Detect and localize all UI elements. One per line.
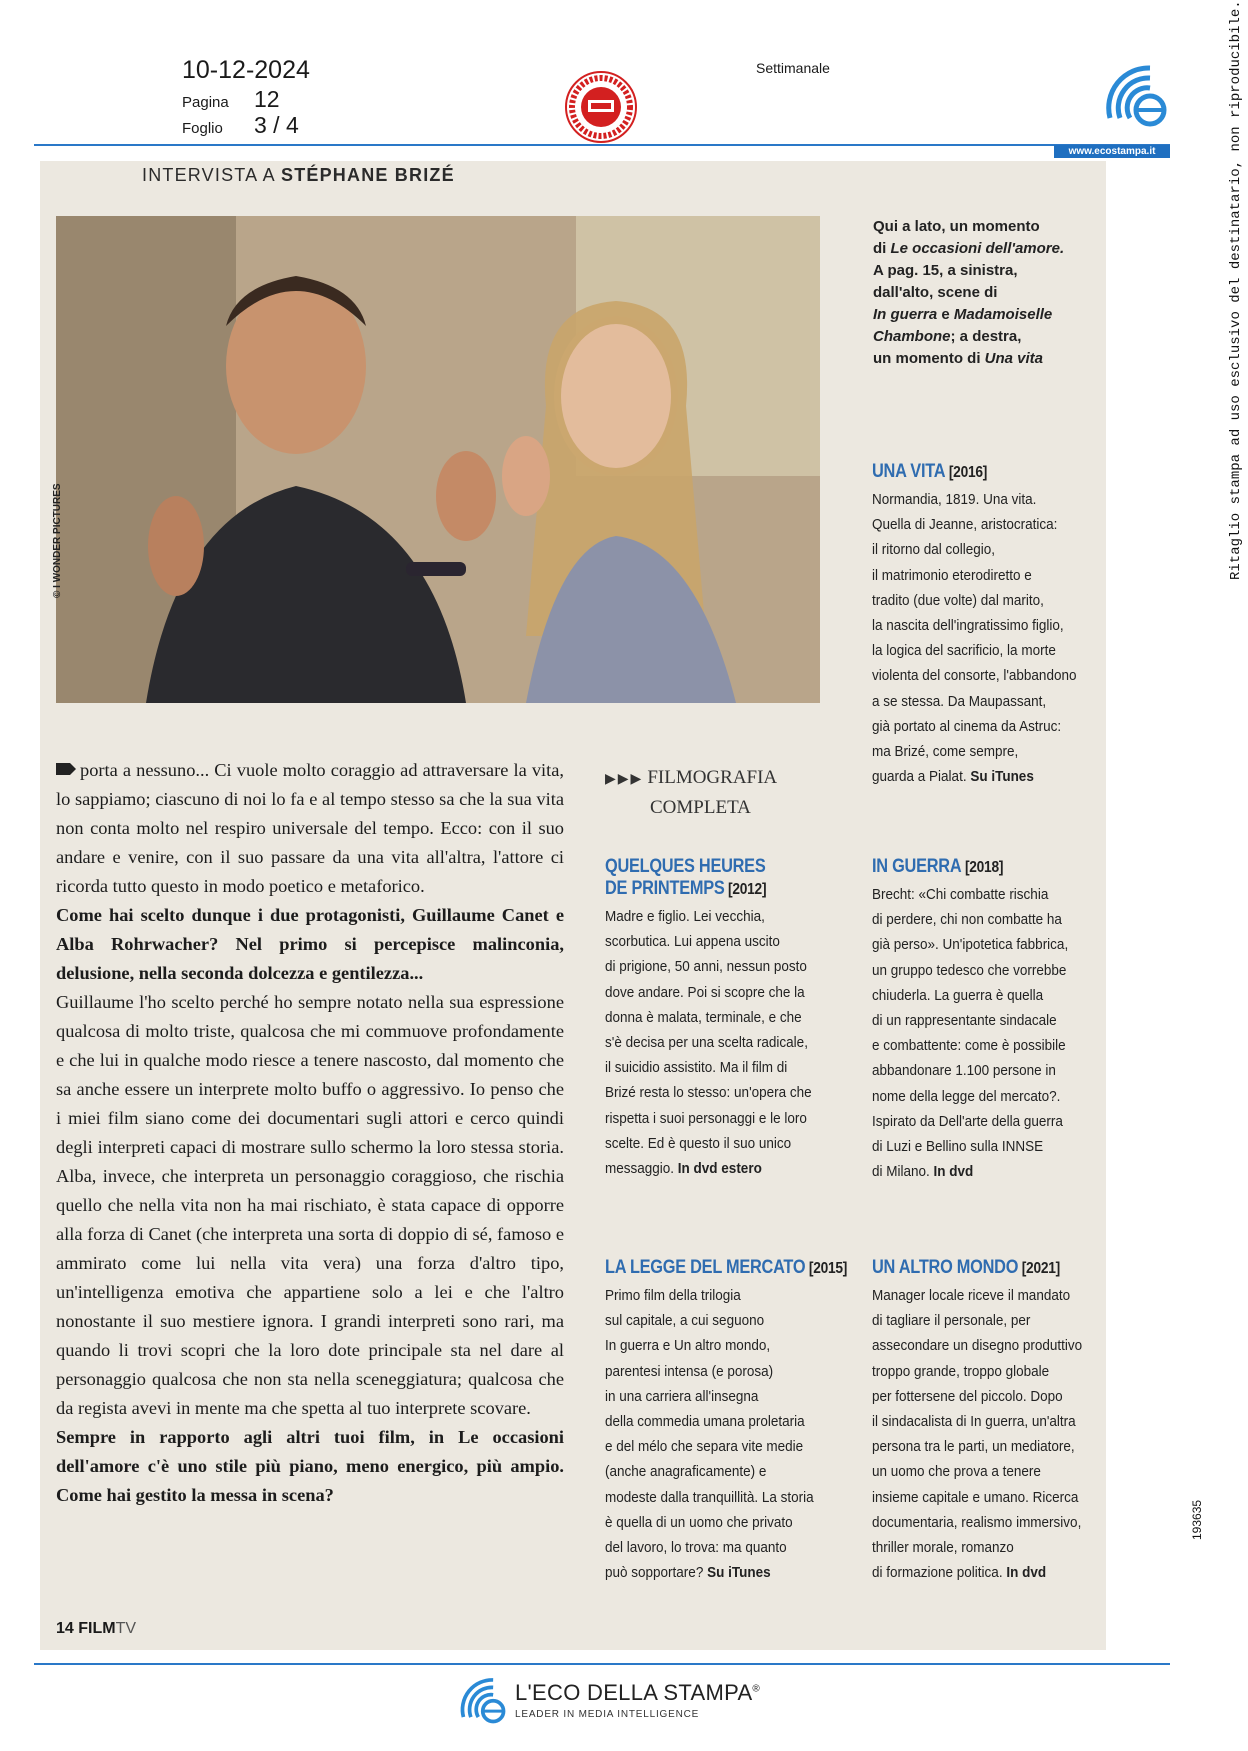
footer-logo-icon (456, 1672, 508, 1728)
film-availability: Su iTunes (966, 768, 1034, 786)
article-clipping (40, 161, 1106, 1650)
film-year: [2015] (805, 1260, 848, 1277)
caption-line: Qui a lato, un momento (873, 218, 1040, 235)
registered-mark: ® (752, 1683, 761, 1695)
kicker-prefix: INTERVISTA A (142, 165, 275, 185)
sheet-value: 3 / 4 (254, 112, 299, 138)
film-availability: In dvd (1002, 1564, 1047, 1582)
caption-line: un momento di Una vita (873, 350, 1044, 367)
film-year: [2018] (961, 859, 1004, 876)
film-synopsis: Manager locale riceve il mandato di tagliare il personale, per assecondare un disegno produttivo troppo grande, troppo globale per fottersene del piccolo. Dopo il sindacalista di In guerra, un'altra persona tra le parti, un mediatore, un uomo che prova a tenere insieme capitale e umano. Ricerca documentaria, realismo immersivo, thriller morale, romanzo di formazione politica. In dvd (872, 1287, 1083, 1582)
film-year: [2016] (945, 464, 988, 481)
interview-answer: Guillaume l'ho scelto perché ho sempre notato nella sua espressione qualcosa di molto triste, qualcosa che mi commuove profondamente e che lui in qualche modo riesce a tenere nascosto, dal momento che sa anche essere un interprete molto buffo o aggressivo. Io penso che i miei film siano come dei documentari sugli attori e cerco quindi degli interpreti capaci di mostrare sullo schermo la loro stessa storia. Alba, invece, che interpreta un personaggio coraggioso, che rischia quello che nella vita non ha mai rischiato, è stata capace di opporre alla forza di Canet (che interpreta una sorta di doppio di sé, famoso e ammirato come lui nella vita vera) una forza d'altro tipo, un'intelligenza emotiva che appartiene solo a lei e che l'altro nonostante il suo mestiere ignora. I grandi interpreti sono rari, ma quando li trovi scopri che la loro dote principale sta nel dare al personaggio qualcosa che non sta nella sceneggiatura; qualcosa che da regista avevi in mente ma che spetta al tuo interprete scovare. (56, 992, 564, 1418)
film-title: QUELQUES HEURES (605, 856, 766, 877)
film-title: DE PRINTEMPS [2012] (605, 878, 767, 899)
filmography-entry (872, 1257, 1106, 1585)
magazine-brand-suffix: TV (115, 1620, 137, 1637)
film-title: LA LEGGE DEL MERCATO [2015] (605, 1257, 848, 1278)
ecostampa-url[interactable]: www.ecostampa.it (1054, 145, 1170, 158)
filmtv-badge-logo (564, 70, 638, 144)
footer-divider (34, 1663, 1170, 1665)
caption-line: A pag. 15, a sinistra, (873, 262, 1018, 279)
photo-caption (873, 216, 1064, 370)
footer-brand (515, 1680, 760, 1706)
film-availability: Su iTunes (703, 1564, 771, 1582)
filmography-title-line2: COMPLETA (650, 797, 751, 818)
interview-question: Come hai scelto dunque i due protagonisti, Guillaume Canet e Alba Rohrwacher? Nel primo si percepisce malinconia, delusione, nella seconda dolcezza e gentilezza... (56, 905, 564, 983)
clipping-date: 10-12-2024 (182, 56, 310, 84)
film-synopsis: Madre e figlio. Lei vecchia, scorbutica. Lui appena uscito di prigione, 50 anni, nessun posto dove andare. Poi si scopre che la donna è malata, terminale, e che s'è decisa per una scelta radicale, il suicidio assistito. Ma il film di Brizé resta lo stesso: un'opera che rispetta i suoi personaggi e le loro scelte. Ed è questo il suo unico messaggio. In dvd estero (605, 908, 812, 1178)
publication-frequency: Settimanale (756, 60, 830, 76)
film-synopsis: Brecht: «Chi combatte rischia di perdere, chi non combatte ha già perso». Un'ipotetica fabbrica, un gruppo tedesco che vorrebbe chiuderla. La guerra è quella di un rappresentante sindacale e combattente: come è possibile abbandonare 1.100 persone in nome della legge del mercato?. Ispirato da Dell'arte della guerra di Luzi e Bellino sulla INNSE di Milano. In dvd (872, 886, 1069, 1181)
film-synopsis: Primo film della trilogia sul capitale, a cui seguono In guerra e Un altro mondo, parentesi intensa (e porosa) in una carriera all'insegna della commedia umana proletaria e del mélo che separa vite medie (anche anagraficamente) e modeste dalla tranquillità. La storia è quella di un uomo che privato del lavoro, lo trova: ma quanto può sopportare? Su iTunes (605, 1287, 814, 1582)
footer-tagline: LEADER IN MEDIA INTELLIGENCE (515, 1709, 700, 1720)
filmography-entry (605, 1257, 887, 1585)
page-info (182, 86, 280, 113)
interview-question: Sempre in rapporto agli altri tuoi film, in Le occasioni dell'amore c'è uno stile più piano, meno energico, più ampio. Come hai gestito la messa in scena? (56, 1427, 564, 1505)
footer-brand-text: L'ECO DELLA STAMPA (515, 1680, 753, 1705)
magazine-page-footer (56, 1620, 136, 1638)
filmography-entry (872, 461, 1099, 789)
caption-line: Chambone; a destra, (873, 328, 1022, 345)
film-title: IN GUERRA [2018] (872, 856, 1004, 877)
caption-line: dall'alto, scene di (873, 284, 998, 301)
caption-line: In guerra e Madamoiselle (873, 306, 1053, 323)
filmography-entry (605, 856, 835, 1181)
header-divider (34, 144, 1170, 146)
reproduction-notice: Ritaglio stampa ad uso esclusivo del destinatario, non riproducibile. (1228, 0, 1244, 580)
film-title: UNA VITA [2016] (872, 461, 988, 482)
film-availability: In dvd (929, 1163, 974, 1181)
interview-kicker (142, 165, 455, 186)
film-availability: In dvd estero (674, 1160, 762, 1178)
kicker-name: STÉPHANE BRIZÉ (280, 165, 455, 185)
page-label: Pagina (182, 94, 229, 111)
ecostampa-logo-icon (1100, 58, 1170, 132)
magazine-brand: FILM (78, 1620, 116, 1637)
film-title: UN ALTRO MONDO [2021] (872, 1257, 1060, 1278)
film-year: [2021] (1018, 1260, 1060, 1277)
continuation-arrow-icon (56, 763, 76, 775)
interview-answer: porta a nessuno... Ci vuole molto coraggio ad attraversare la vita, lo sappiamo; ciascuno di noi lo fa e al tempo stesso sa che la sua vita non conta molto nel respiro universale del tempo. Ecco: con il suo andare e venire, con il suo passare da una vita all'altra, l'attore ci ricorda tutto questo in modo poetico e metaforico. (56, 760, 564, 896)
photo-illustration (56, 216, 820, 703)
filmography-entry (872, 856, 1090, 1184)
photo-credit: © I WONDER PICTURES (52, 483, 63, 598)
caption-line: di Le occasioni dell'amore. (873, 240, 1065, 257)
sheet-info (182, 112, 299, 139)
film-synopsis: Normandia, 1819. Una vita. Quella di Jeanne, aristocratica: il ritorno dal collegio, il matrimonio eterodiretto e tradito (due volte) dal marito, la nascita dell'ingratissimo figlio, la logica del sacrificio, la morte violenta del consorte, l'abbandono a se stessa. Da Maupassant, già portato al cinema da Astruc: ma Brizé, come sempre, guarda a Pialat. Su iTunes (872, 491, 1077, 786)
filmography-heading (605, 764, 777, 822)
page-value: 12 (254, 86, 280, 112)
interview-body (56, 756, 564, 1510)
page-number: 14 (56, 1620, 74, 1637)
arrows-icon: ▶▶▶ (605, 772, 644, 787)
filmography-title-line1: FILMOGRAFIA (647, 767, 778, 788)
clipping-code: 193635 (1190, 1499, 1204, 1540)
sheet-label: Foglio (182, 120, 223, 137)
article-photo (52, 216, 820, 703)
film-year: [2012] (724, 881, 767, 898)
